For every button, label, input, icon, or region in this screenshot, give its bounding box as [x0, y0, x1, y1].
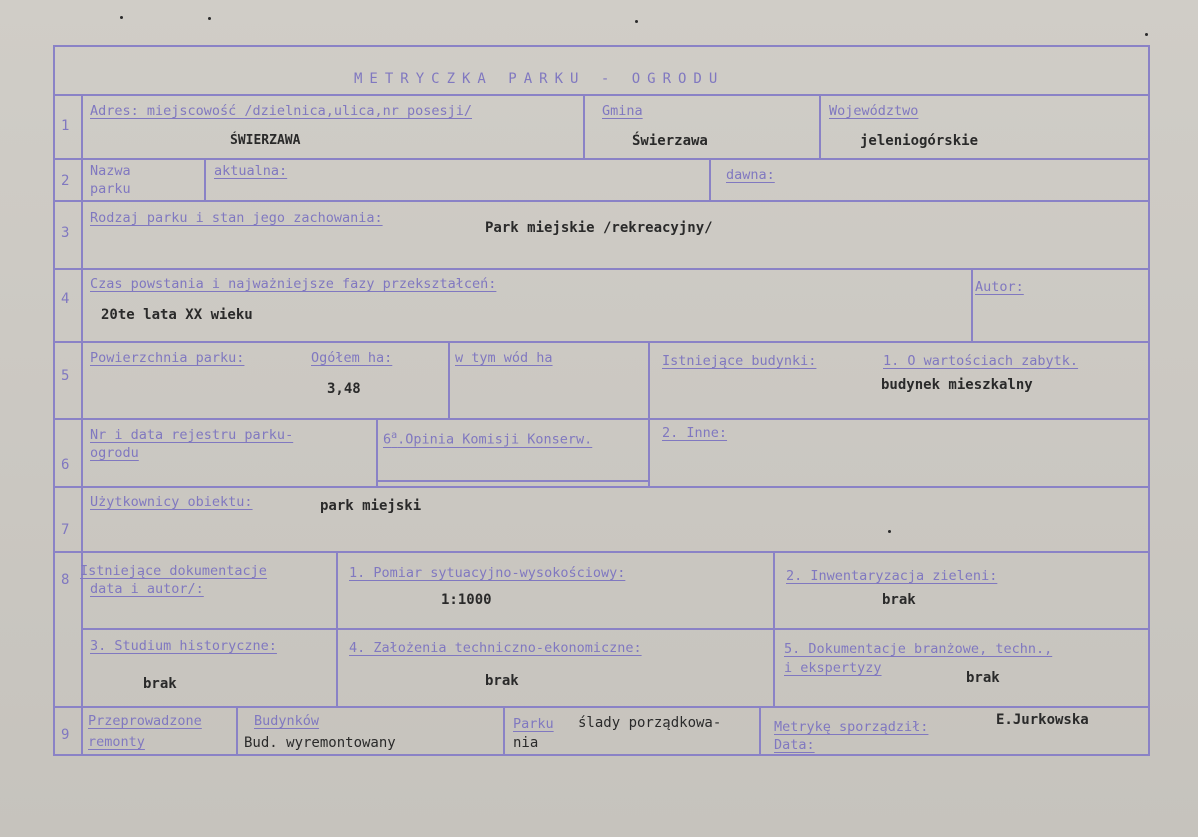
opinia-text: .Opinia Komisji Konserw.	[397, 431, 593, 448]
speck	[1145, 33, 1148, 36]
cell-divider	[336, 551, 338, 706]
row-number: 9	[61, 727, 70, 743]
cell-divider	[448, 341, 450, 418]
row-divider	[82, 628, 1150, 630]
inwentaryzacja-value: brak	[882, 592, 916, 608]
uzytkownicy-label: Użytkownicy obiektu:	[90, 494, 253, 510]
address-value: ŚWIERZAWA	[230, 133, 301, 148]
row-number: 5	[61, 368, 70, 384]
dokumentacje-label: Istniejące dokumentacje	[80, 563, 267, 579]
budynkow-value: Bud. wyremontowany	[244, 735, 396, 751]
cell-divider	[971, 268, 973, 341]
row-divider	[53, 200, 1150, 202]
opinia-prefix: 6	[383, 431, 392, 448]
nazwa-label: parku	[90, 181, 131, 197]
nazwa-label: Nazwa	[90, 163, 131, 179]
aktualna-label: aktualna:	[214, 163, 288, 179]
parku-value: nia	[513, 735, 539, 751]
wod-label: w tym wód ha	[455, 350, 553, 366]
row-divider	[53, 706, 1150, 708]
powierzchnia-label: Powierzchnia parku:	[90, 350, 245, 366]
zalozenia-value: brak	[485, 673, 519, 689]
wojewodztwo-value: jeleniogórskie	[860, 133, 979, 149]
remonty-label: Przeprowadzone	[88, 713, 202, 729]
row-divider	[53, 94, 1150, 96]
cell-divider	[376, 480, 650, 482]
gmina-value: Świerzawa	[632, 133, 708, 149]
cell-divider	[709, 158, 711, 200]
opinia-label	[383, 428, 592, 448]
czas-value: 20te lata XX wieku	[101, 307, 253, 323]
speck	[120, 16, 123, 19]
address-label: Adres: miejscowość /dzielnica,ulica,nr posesji/	[90, 103, 473, 119]
row-divider	[53, 268, 1150, 270]
cell-divider	[773, 551, 775, 706]
row-number: 4	[61, 291, 70, 307]
rejestr-label: ogrodu	[90, 445, 139, 461]
dawna-label: dawna:	[726, 167, 775, 183]
speck	[635, 20, 638, 23]
row-number: 1	[61, 118, 70, 134]
row-number: 7	[61, 522, 70, 538]
cell-divider	[204, 158, 206, 200]
czas-label: Czas powstania i najważniejsze fazy przekształceń:	[90, 276, 497, 292]
autor-label: Autor:	[975, 279, 1024, 295]
data-label: Data:	[774, 737, 815, 753]
budynki-label: Istniejące budynki:	[662, 353, 817, 369]
speck	[208, 17, 211, 20]
cell-divider	[503, 706, 505, 756]
opinia-sup: a	[391, 430, 398, 441]
row-divider	[53, 418, 1150, 420]
row-divider	[53, 158, 1150, 160]
metryke-label: Metrykę sporządził:	[774, 719, 929, 735]
inne-label: 2. Inne:	[662, 425, 728, 441]
studium-label: 3. Studium historyczne:	[90, 638, 277, 654]
row-divider	[53, 486, 1150, 488]
pomiar-value: 1:1000	[441, 592, 492, 608]
parku-value: ślady porządkowa-	[578, 715, 722, 731]
inwentaryzacja-label: 2. Inwentaryzacja zieleni:	[786, 568, 998, 584]
branzowe-value: brak	[966, 670, 1000, 686]
rodzaj-label: Rodzaj parku i stan jego zachowania:	[90, 210, 383, 226]
row-number: 6	[61, 457, 70, 473]
branzowe-label: 5. Dokumentacje branżowe, techn.,	[784, 641, 1053, 657]
parku-label: Parku	[513, 716, 554, 732]
row-number: 8	[61, 572, 70, 588]
wartosci-value: budynek mieszkalny	[881, 377, 1033, 393]
cell-divider	[819, 94, 821, 158]
pomiar-label: 1. Pomiar sytuacyjno-wysokościowy:	[349, 565, 626, 581]
cell-divider	[583, 94, 585, 158]
form-title: METRYCZKA PARKU - OGRODU	[354, 71, 725, 87]
row-divider	[53, 551, 1150, 553]
zalozenia-label: 4. Założenia techniczno-ekonomiczne:	[349, 640, 642, 656]
rejestr-label: Nr i data rejestru parku-	[90, 427, 294, 443]
row-number: 2	[61, 173, 70, 189]
dokumentacje-label: data i autor/:	[90, 581, 204, 597]
branzowe-label: i ekspertyzy	[784, 660, 882, 676]
ogolem-label: Ogółem ha:	[311, 350, 393, 366]
studium-value: brak	[143, 676, 177, 692]
metryke-value: E.Jurkowska	[996, 712, 1089, 728]
gmina-label: Gmina	[602, 103, 643, 119]
ogolem-value: 3,48	[327, 381, 361, 397]
cell-divider	[648, 341, 650, 486]
cell-divider	[759, 706, 761, 756]
remonty-label: remonty	[88, 734, 145, 750]
wartosci-label: 1. O wartościach zabytk.	[883, 353, 1079, 369]
rodzaj-value: Park miejskie /rekreacyjny/	[485, 220, 713, 236]
wojewodztwo-label: Województwo	[829, 103, 919, 119]
uzytkownicy-value: park miejski	[320, 498, 422, 514]
cell-divider	[376, 418, 378, 486]
cell-divider	[236, 706, 238, 756]
row-divider	[53, 341, 1150, 343]
row-number: 3	[61, 225, 70, 241]
number-column-divider	[81, 94, 83, 756]
budynkow-label: Budynków	[254, 713, 320, 729]
